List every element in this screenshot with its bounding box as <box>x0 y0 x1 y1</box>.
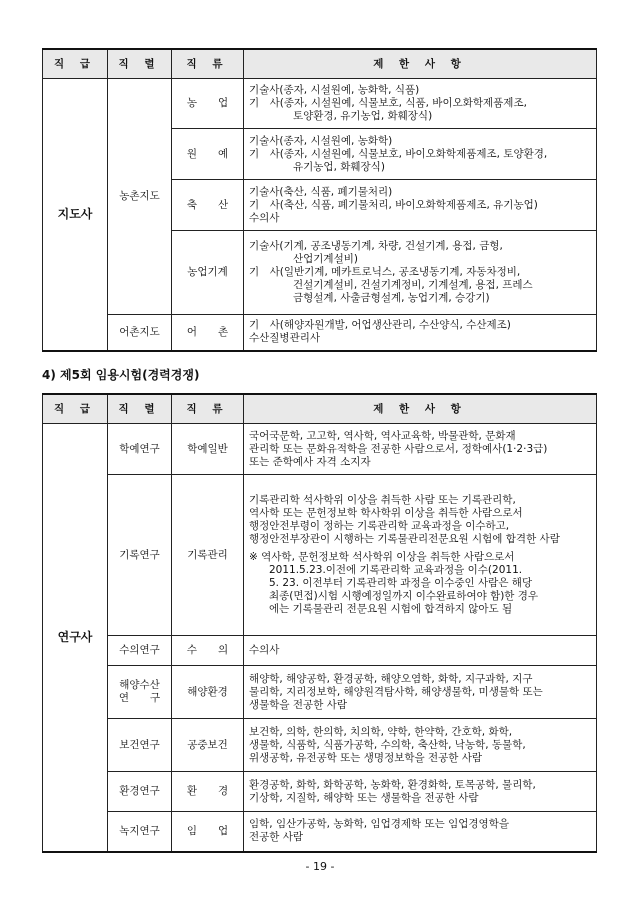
header-grade: 직 급 <box>43 394 108 424</box>
table-row <box>43 315 597 351</box>
series-cell: 녹지연구 <box>108 812 172 852</box>
restriction-cell: 기술사(축산, 식품, 폐기물처리) 기 사(축산, 식품, 폐기물처리, 바이오화학제품제조, 유기농업) 수의사 <box>244 180 597 231</box>
category-cell: 공중보건 <box>172 719 244 772</box>
restriction-cell: 국어국문학, 고고학, 역사학, 역사교육학, 박물관학, 문화재 관리학 또는 문화유적학을 전공한 사람으로서, 정학예사(1·2·3급) 또는 준학예사 자격 소지자 <box>244 424 597 475</box>
category-cell: 해양환경 <box>172 666 244 719</box>
grade-cell: 지도사 <box>43 79 108 351</box>
header-category: 직 류 <box>172 394 244 424</box>
page-number: - 19 - <box>305 860 335 873</box>
series-cell: 학예연구 <box>108 424 172 475</box>
header-series: 직 렬 <box>108 394 172 424</box>
grade-cell: 연구사 <box>43 424 108 852</box>
series-cell: 보건연구 <box>108 719 172 772</box>
category-cell: 어 촌 <box>172 315 244 351</box>
restriction-cell: 기술사(종자, 시설원예, 농화학) 기 사(종자, 시설원예, 식물보호, 바이오화학제품제조, 토양환경, 유기농업, 화훼장식) <box>244 129 597 180</box>
series-cell: 해양수산 연 구 <box>108 666 172 719</box>
table-restrictions-guidance <box>42 48 597 352</box>
section-title: 4) 제5회 임용시험(경력경쟁) <box>42 368 200 382</box>
header-series: 직 렬 <box>108 49 172 79</box>
category-cell: 학예일반 <box>172 424 244 475</box>
table-row <box>43 772 597 812</box>
restriction-cell: 해양학, 해양공학, 환경공학, 해양오염학, 화학, 지구과학, 지구 물리학, 지리정보학, 해양원격탐사학, 해양생물학, 미생물학 또는 생물학을 전공한 사람 <box>244 666 597 719</box>
header-restrictions: 제 한 사 항 <box>244 394 597 424</box>
restriction-cell: 기술사(종자, 시설원예, 농화학, 식품) 기 사(종자, 시설원예, 식물보호, 식품, 바이오화학제품제조, 토양환경, 유기농업, 화훼장식) <box>244 79 597 129</box>
category-cell: 수 의 <box>172 636 244 666</box>
restriction-cell: 기술사(기계, 공조냉동기계, 차량, 건설기계, 용접, 금형, 산업기계설비) 기 사(일반기계, 메카트로닉스, 공조냉동기계, 자동차정비, 건설기계설비, 건설기계정비, 기계설계, 용접, 프레스 금형설계, 사출금형설계, 농업기계, 승강기) <box>244 231 597 315</box>
header-category: 직 류 <box>172 49 244 79</box>
restriction-cell: 임학, 임산가공학, 농화학, 임업경제학 또는 임업경영학을 전공한 사람 <box>244 812 597 852</box>
category-cell: 농 업 <box>172 79 244 129</box>
restriction-cell: 기록관리학 석사학위 이상을 취득한 사람 또는 기록관리학, 역사학 또는 문헌정보학 학사학위 이상을 취득한 사람으로서 행정안전부령이 정하는 기록관리학 교육과정을 이수하고, 행정안전부장관이 시행하는 기록물관리전문요원 시험에 합격한 사람 ※ 역사학, 문헌정보학 석사학위 이상을 취득한 사람으로서 2011.5.23.이전에 기록관리학 교육과정을 이수(2011. 5. 23. 이전부터 기록관리학 과정을 이수중인 사람은 해당 최종(면접)시험 시행예정일까지 이수완료하여야 함)한 경우 에는 기록물관리 전문요원 시험에 합격하지 않아도 됨 <box>244 475 597 636</box>
series-cell: 어촌지도 <box>108 315 172 351</box>
restriction-cell: 환경공학, 화학, 화학공학, 농화학, 환경화학, 토목공학, 물리학, 기상학, 지질학, 해양학 또는 생물학을 전공한 사람 <box>244 772 597 812</box>
restriction-cell: 수의사 <box>244 636 597 666</box>
table-row <box>43 812 597 852</box>
restriction-cell: 보건학, 의학, 한의학, 치의학, 약학, 한약학, 간호학, 화학, 생물학, 식품학, 식품가공학, 수의학, 축산학, 낙농학, 동물학, 위생공학, 유전공학 또는 생명정보학을 전공한 사람 <box>244 719 597 772</box>
table-row <box>43 636 597 666</box>
category-cell: 축 산 <box>172 180 244 231</box>
category-cell: 기록관리 <box>172 475 244 636</box>
header-grade: 직 급 <box>43 49 108 79</box>
series-cell: 수의연구 <box>108 636 172 666</box>
category-cell: 농업기계 <box>172 231 244 315</box>
table-row <box>43 666 597 719</box>
table-restrictions-research <box>42 393 597 853</box>
table-row <box>43 475 597 636</box>
table-row <box>43 719 597 772</box>
category-cell: 임 업 <box>172 812 244 852</box>
series-cell: 농촌지도 <box>108 79 172 315</box>
header-restrictions: 제 한 사 항 <box>244 49 597 79</box>
series-cell: 기록연구 <box>108 475 172 636</box>
category-cell: 환 경 <box>172 772 244 812</box>
restriction-cell: 기 사(해양자원개발, 어업생산관리, 수산양식, 수산제조) 수산질병관리사 <box>244 315 597 351</box>
table-row <box>43 424 597 475</box>
category-cell: 원 예 <box>172 129 244 180</box>
series-cell: 환경연구 <box>108 772 172 812</box>
table-row <box>43 79 597 129</box>
